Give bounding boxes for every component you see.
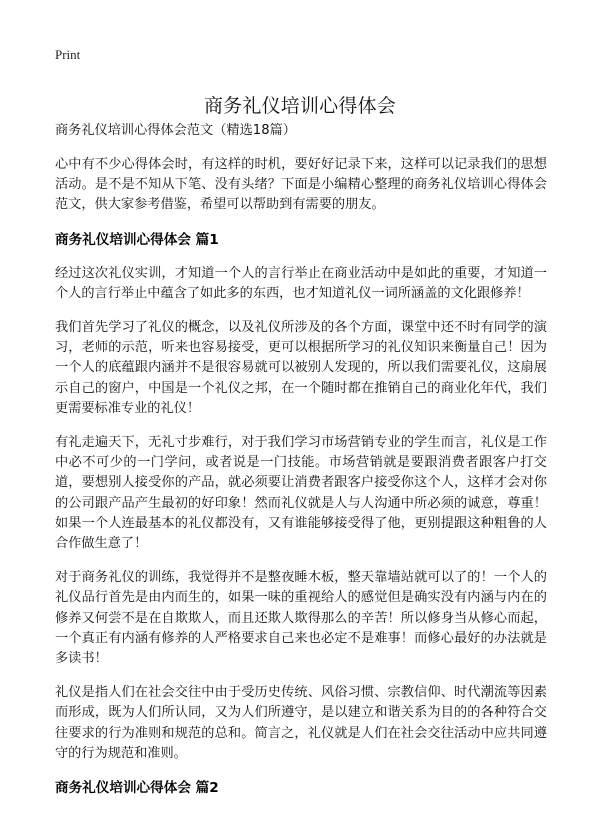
- section-1-paragraph-4: 对于商务礼仪的训练，我觉得并不是整夜睡木板，整天靠墙站就可以了的！一个人的礼仪品行首先是由内而生的，如果一味的重视给人的感觉但是确实没有内涵与内在的修养又何尝不是在自欺欺人，而且还欺人欺得那么的辛苦！所以修身当从修心而起，一个真正有内涵有修养的人严格要求自己来也必定不是难事！而修心最好的办法就是多读书！: [55, 570, 547, 667]
- page-title: 商务礼仪培训心得体会: [203, 94, 396, 117]
- section-heading-1: 商务礼仪培训心得体会 篇1: [55, 231, 219, 248]
- article-body: [55, 121, 547, 812]
- section-heading-2: 商务礼仪培训心得体会 篇2: [55, 780, 219, 797]
- article-subtitle: 商务礼仪培训心得体会范文（精选18篇）: [55, 123, 296, 138]
- section-1-paragraph-1: 经过这次礼仪实训，才知道一个人的言行举止在商业活动中是如此的重要，才知道一个人的言行举止中蕴含了如此多的东西，也才知道礼仪一词所涵盖的文化跟修养！: [55, 265, 547, 301]
- intro-paragraph: 心中有不少心得体会时，有这样的时机，要好好记录下来，这样可以记录我们的思想活动。是不是不知从下笔、没有头绪？下面是小编精心整理的商务礼仪培训心得体会范文，供大家参考借鉴，希望可以帮助到有需要的朋友。: [55, 157, 547, 213]
- section-1-paragraph-2: 我们首先学习了礼仪的概念，以及礼仪所涉及的各个方面，课堂中还不时有同学的演习，老师的示范，听来也容易接受，更可以根据所学习的礼仪知识来衡量自己！因为一个人的底蕴跟内涵并不是很容易就可以被别人发现的，所以我们需要礼仪，这扇展示自己的窗户，中国是一个礼仪之邦，在一个随时都在推销自己的商业化年代，我们更需要标准专业的礼仪！: [55, 320, 547, 416]
- section-1-paragraph-3: 有礼走遍天下，无礼寸步难行，对于我们学习市场营销专业的学生而言，礼仪是工作中必不可少的一门学问，或者说是一门技能。市场营销就是要跟消费者跟客户打交道，要想别人接受你的产品，就必须要让消费者跟客户接受你这个人，这样才会对你的公司跟产品产生最初的好印象！然而礼仪就是人与人沟通中所必须的诚意，尊重！如果一个人连最基本的礼仪都没有，又有谁能够接受得了他，更别提跟这种粗鲁的人合作做生意了！: [55, 435, 547, 552]
- section-1-paragraph-5: 礼仪是指人们在社会交往中由于受历史传统、风俗习惯、宗教信仰、时代潮流等因素而形成，既为人们所认同，又为人们所遵守，是以建立和谐关系为目的的各种符合交往要求的行为准则和规范的总和。简言之，礼仪就是人们在社会交往活动中应共同遵守的行为规范和准则。: [55, 685, 547, 761]
- print-link[interactable]: Print: [55, 47, 81, 62]
